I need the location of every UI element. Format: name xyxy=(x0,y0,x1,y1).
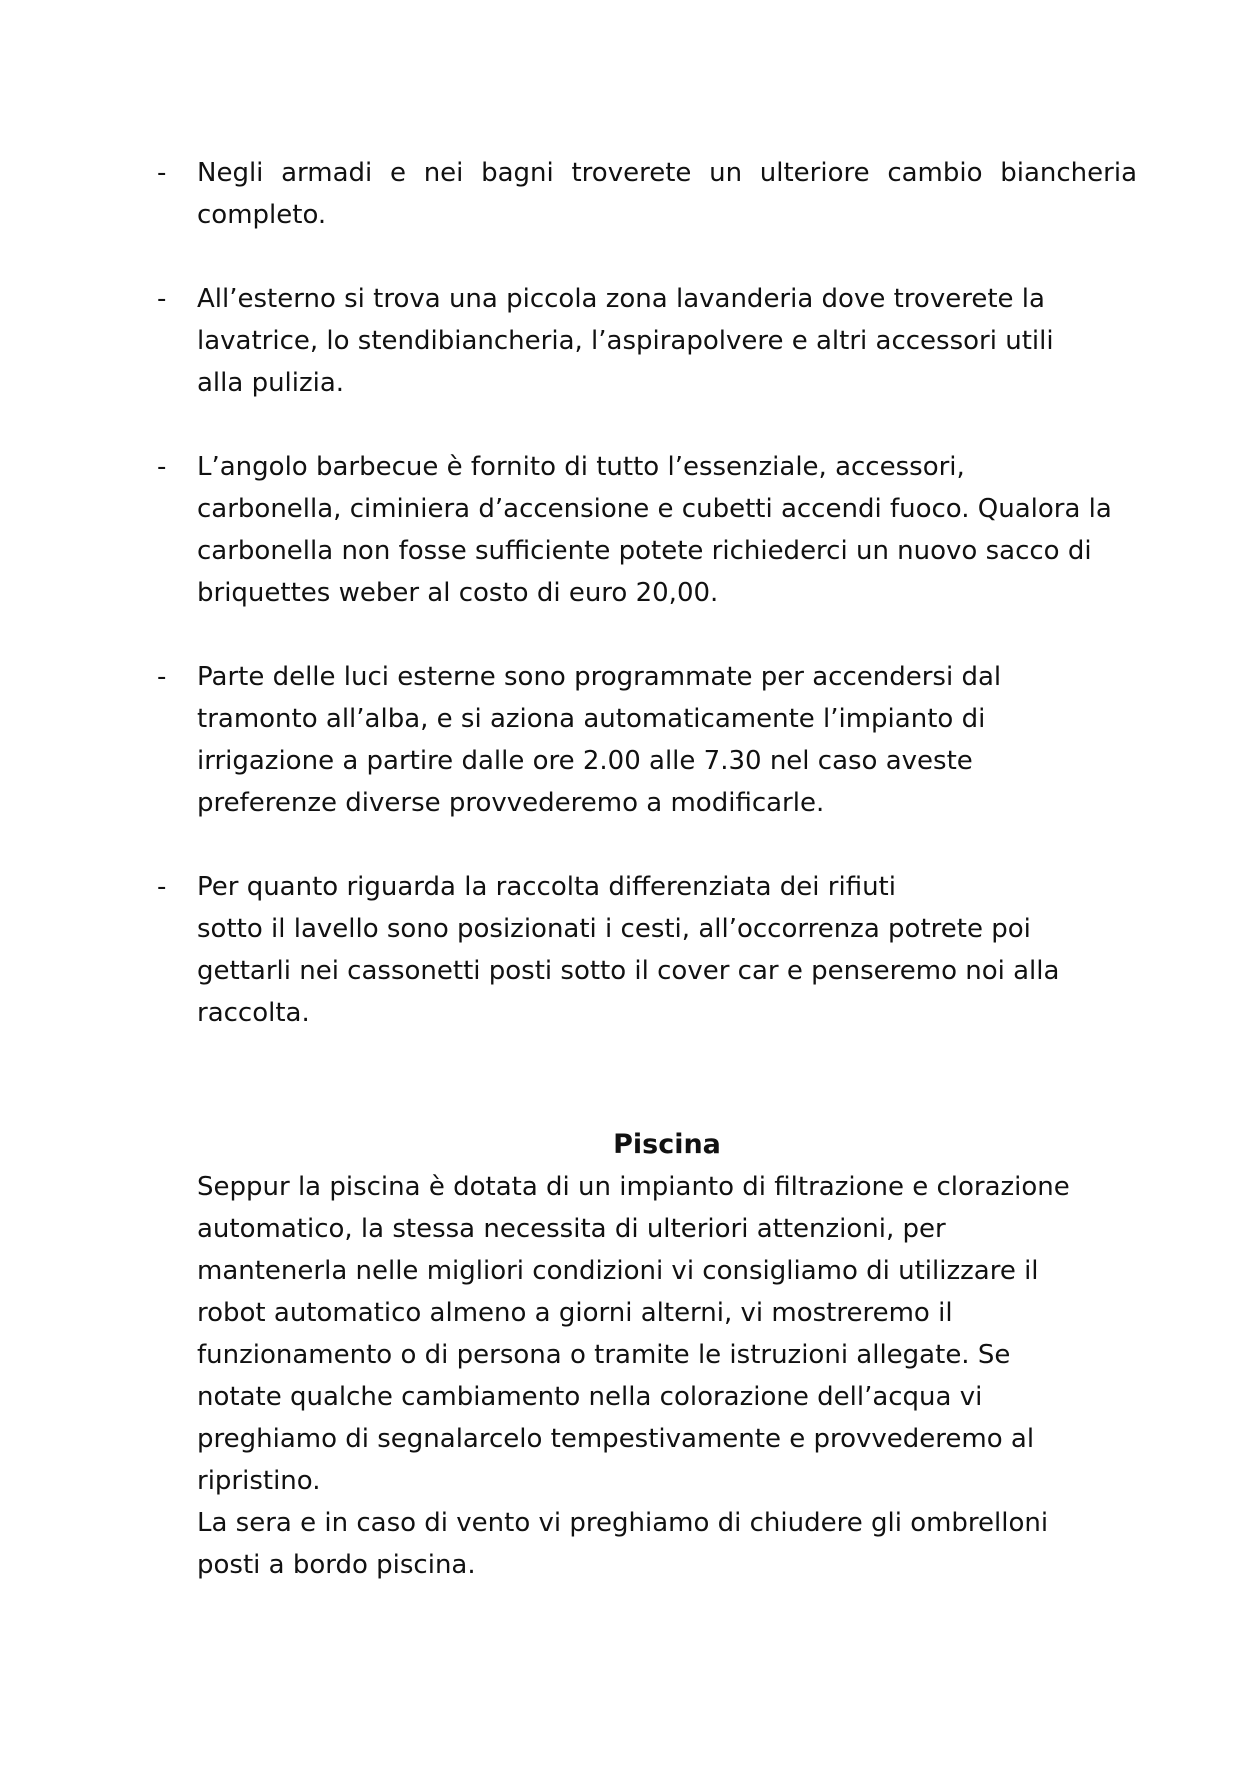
pool-section-body xyxy=(157,1166,1137,1586)
spacer xyxy=(157,236,1137,278)
bullet-line: completo. xyxy=(197,200,327,230)
bullet-line: carbonella non fosse sufficiente potete richiederci un nuovo sacco di xyxy=(197,536,1092,566)
bullet-marker: - xyxy=(157,452,167,482)
paragraph-line: automatico, la stessa necessita di ulteriori attenzioni, per xyxy=(197,1214,946,1244)
bullet-marker: - xyxy=(157,872,167,902)
paragraph-line: ripristino. xyxy=(197,1466,321,1496)
bullet-line: Per quanto riguarda la raccolta differenziata dei rifiuti xyxy=(197,872,896,902)
spacer xyxy=(157,1034,1137,1124)
spacer xyxy=(157,614,1137,656)
bullet-line: carbonella, ciminiera d’accensione e cubetti accendi fuoco. Qualora la xyxy=(197,494,1112,524)
bullet-line: tramonto all’alba, e si aziona automaticamente l’impianto di xyxy=(197,704,986,734)
paragraph-line: La sera e in caso di vento vi preghiamo di chiudere gli ombrelloni xyxy=(197,1508,1049,1538)
bullet-marker: - xyxy=(157,158,167,188)
paragraph-line: preghiamo di segnalarcelo tempestivamente e provvederemo al xyxy=(197,1424,1035,1454)
paragraph-line: funzionamento o di persona o tramite le istruzioni allegate. Se xyxy=(197,1340,1011,1370)
section-title-pool: Piscina xyxy=(613,1129,721,1160)
bullet-line: briquettes weber al costo di euro 20,00. xyxy=(197,578,719,608)
bullet-item-barbecue xyxy=(157,446,1137,614)
paragraph-line: notate qualche cambiamento nella colorazione dell’acqua vi xyxy=(197,1382,983,1412)
bullet-line: Parte delle luci esterne sono programmate per accendersi dal xyxy=(197,662,1002,692)
bullet-line: sotto il lavello sono posizionati i cesti, all’occorrenza potrete poi xyxy=(197,914,1031,944)
paragraph-line: posti a bordo piscina. xyxy=(197,1550,476,1580)
bullet-item-lights xyxy=(157,656,1137,824)
bullet-line: lavatrice, lo stendibiancheria, l’aspirapolvere e altri accessori utili xyxy=(197,326,1054,356)
bullet-line: All’esterno si trova una piccola zona lavanderia dove troverete la xyxy=(197,284,1045,314)
bullet-marker: - xyxy=(157,662,167,692)
spacer xyxy=(157,824,1137,866)
spacer xyxy=(157,404,1137,446)
bullet-line: preferenze diverse provvederemo a modificarle. xyxy=(197,788,825,818)
bullet-line: alla pulizia. xyxy=(197,368,345,398)
bullet-marker: - xyxy=(157,284,167,314)
bullet-line: L’angolo barbecue è fornito di tutto l’essenziale, accessori, xyxy=(197,452,965,482)
document-body xyxy=(157,152,1137,1586)
paragraph-line: mantenerla nelle migliori condizioni vi consigliamo di utilizzare il xyxy=(197,1256,1039,1286)
bullet-line: gettarli nei cassonetti posti sotto il cover car e penseremo noi alla xyxy=(197,956,1060,986)
bullet-item-linens xyxy=(157,152,1137,236)
paragraph-line: robot automatico almeno a giorni alterni, vi mostreremo il xyxy=(197,1298,953,1328)
bullet-line: raccolta. xyxy=(197,998,310,1028)
bullet-line: irrigazione a partire dalle ore 2.00 alle 7.30 nel caso aveste xyxy=(197,746,973,776)
bullet-line: Negli armadi e nei bagni troverete un ulteriore cambio biancheria xyxy=(197,158,1137,188)
paragraph-line: Seppur la piscina è dotata di un impianto di filtrazione e clorazione xyxy=(197,1172,1070,1202)
bullet-item-waste xyxy=(157,866,1137,1034)
bullet-item-laundry xyxy=(157,278,1137,404)
